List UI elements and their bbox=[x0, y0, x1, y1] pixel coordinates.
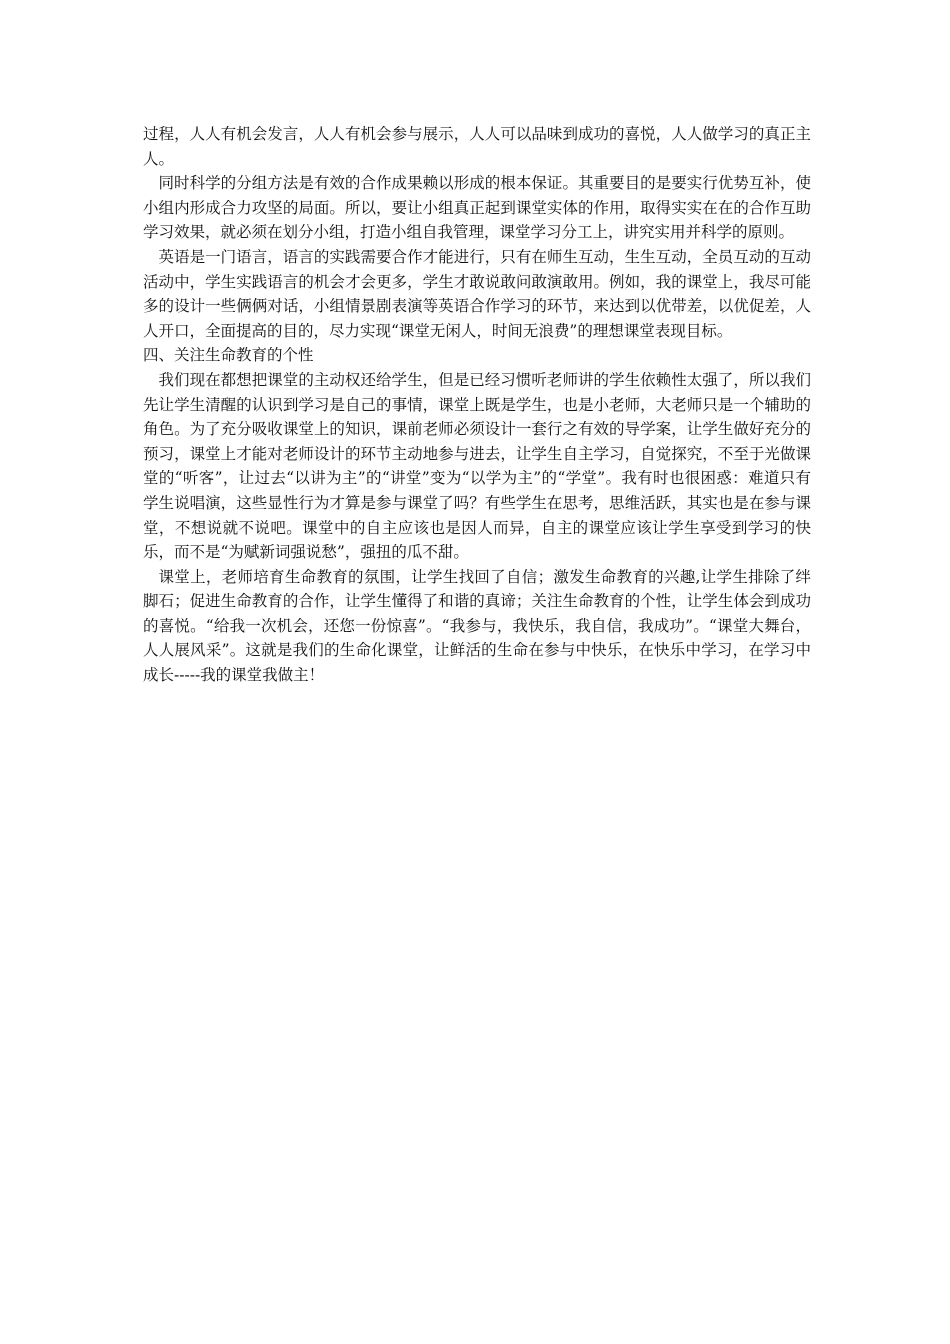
paragraph-conclusion: 课堂上，老师培育生命教育的氛围，让学生找回了自信；激发生命教育的兴趣,让学生排除了绊脚石；促进生命教育的合作，让学生懂得了和谐的真谛；关注生命教育的个性，让学生体会到成功的喜悦。“给我一次机会，还您一份惊喜”。“我参与，我快乐，我自信，我成功”。“课堂大舞台，人人展风采”。这就是我们的生命化课堂，让鲜活的生命在参与中快乐，在快乐中学习，在学习中成长-----我的课堂我做主！ bbox=[143, 567, 811, 685]
document-body bbox=[143, 122, 811, 688]
paragraph-continuation: 过程，人人有机会发言，人人有机会参与展示，人人可以品味到成功的喜悦，人人做学习的真正主人。 bbox=[143, 125, 811, 168]
paragraph-english-practice: 英语是一门语言，语言的实践需要合作才能进行，只有在师生互动，生生互动，全员互动的互动活动中，学生实践语言的机会才会更多，学生才敢说敢问敢演敢用。例如，我的课堂上，我尽可能多的设计一些俩俩对话，小组情景剧表演等英语合作学习的环节，来达到以优带差，以优促差，人人开口，全面提高的目的，尽力实现“课堂无闲人，时间无浪费”的理想课堂表现目标。 bbox=[143, 247, 811, 340]
paragraph-student-initiative: 我们现在都想把课堂的主动权还给学生，但是已经习惯听老师讲的学生依赖性太强了，所以我们先让学生清醒的认识到学习是自己的事情，课堂上既是学生，也是小老师，大老师只是一个辅助的角色。为了充分吸收课堂上的知识，课前老师必须设计一套行之有效的导学案，让学生做好充分的预习，课堂上才能对老师设计的环节主动地参与进去，让学生自主学习，自觉探究，不至于光做课堂的“听客”，让过去“以讲为主”的“讲堂”变为“以学为主”的“学堂”。我有时也很困惑：难道只有学生说唱演，这些显性行为才算是参与课堂了吗？有些学生在思考，思维活跃，其实也是在参与课堂，不想说就不说吧。课堂中的自主应该也是因人而异，自主的课堂应该让学生享受到学习的快乐，而不是“为赋新词强说愁”，强扭的瓜不甜。 bbox=[143, 370, 811, 562]
section-heading: 四、关注生命教育的个性 bbox=[143, 346, 314, 365]
paragraph-grouping-method: 同时科学的分组方法是有效的合作成果赖以形成的根本保证。其重要目的是要实行优势互补，使小组内形成合力攻坚的局面。所以，要让小组真正起到课堂实体的作用，取得实实在在的合作互助学习效果，就必须在划分小组，打造小组自我管理，课堂学习分工上，讲究实用并科学的原则。 bbox=[143, 174, 811, 242]
